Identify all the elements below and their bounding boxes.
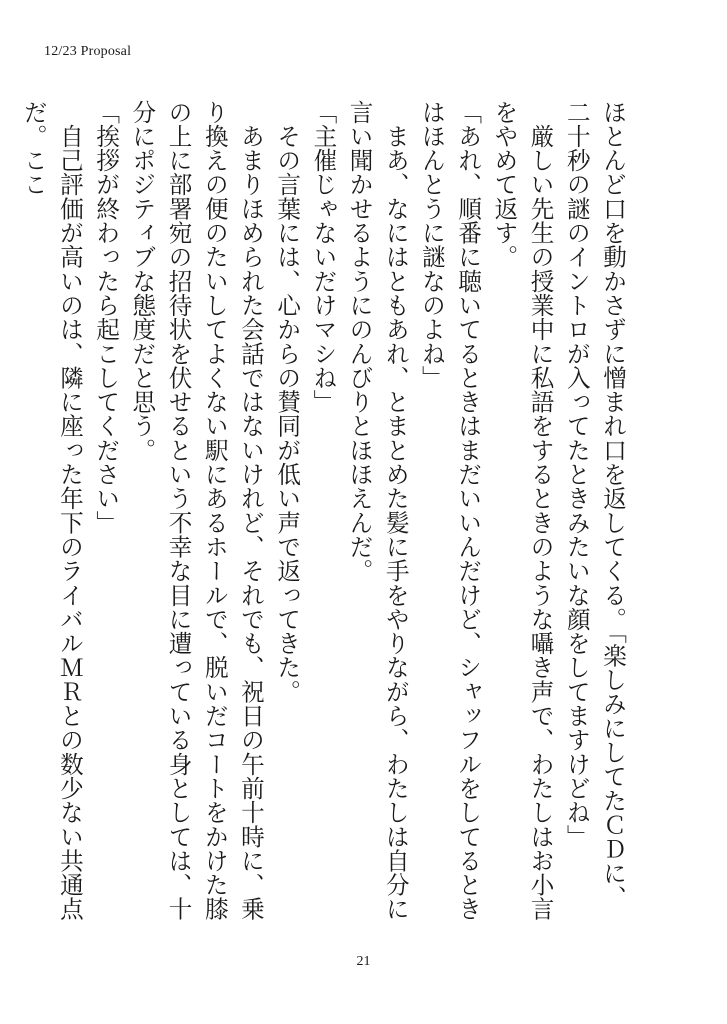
paragraph: ほとんど口を動かさずに憎まれ口を返してくる。「楽しみにしてたＣＤに、二十秒の謎のイントロが入ってたときみたいな顔をしてますけどね」 [562, 100, 627, 910]
page-number: 21 [356, 954, 371, 969]
paragraph: 「挨拶が終わったら起こしてください」 [92, 100, 121, 535]
paragraph: 厳しい先生の授業中に私語をするときのような囁き声で、わたしはお小言をやめて返す。 [490, 100, 555, 922]
paragraph: 自己評価が高いのは、隣に座った年下のライバルＭＲとの数少ない共通点だ。ここ [19, 100, 84, 922]
running-header: 12/23 Proposal [44, 44, 132, 59]
paragraph: あまりほめられた会話ではないけれど、それでも、祝日の午前十時に、乗り換えの便のたいしてよくない駅にあるホールで、脱いだコートをかけた膝の上に部署宛の招待状を伏せるという不幸な目に遭っている身としては、十分にポジティブな態度だと思う。 [128, 100, 265, 922]
paragraph: その言葉には、心からの賛同が低い声で返ってきた。 [273, 100, 302, 704]
paragraph: 「あれ、順番に聴いてるときはまだいいんだけど、シャッフルをしてるときはほんとうに謎なのよね」 [417, 100, 483, 922]
paragraph: まあ、なにはともあれ、とまとめた髪に手をやりながら、わたしは自分に言い聞かせるようにのんびりとほほえんだ。 [345, 100, 410, 922]
paragraph: 「主催じゃないだけマシね」 [309, 100, 338, 414]
novel-body-text [19, 100, 631, 930]
